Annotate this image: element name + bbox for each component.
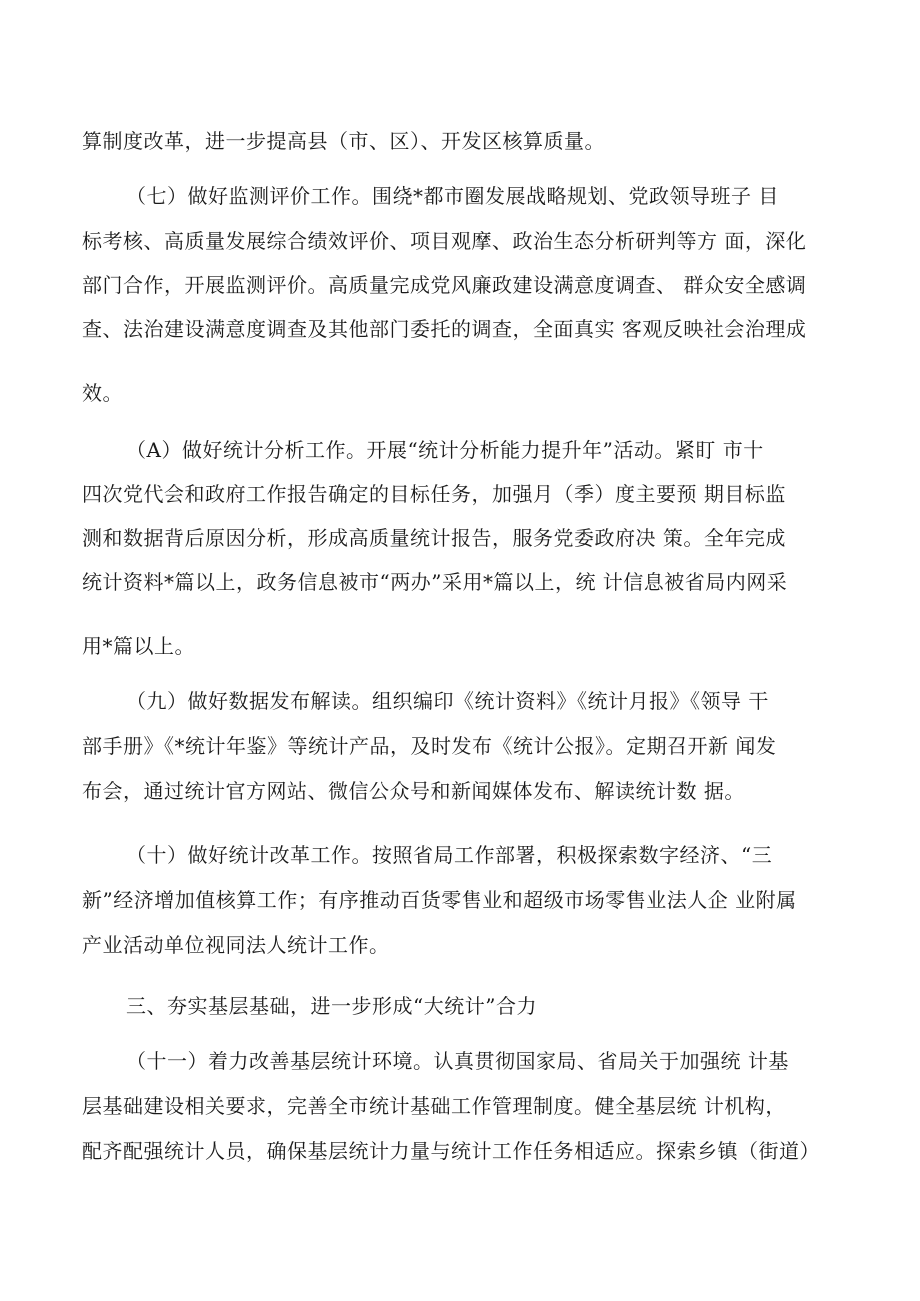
text-line: 查、法治建设满意度调查及其他部门委托的调查，全面真实 客观反映社会治理成: [82, 317, 807, 341]
text-line: （十一）着力改善基层统计环境。认真贯彻国家局、省局关于加强统 计基: [126, 1049, 789, 1073]
text-line: 用*篇以上。: [82, 634, 195, 658]
text-line: 产业活动单位视同法人统计工作。: [82, 933, 390, 957]
text-line: 四次党代会和政府工作报告确定的目标任务，加强月（季）度主要预 期目标监: [82, 482, 786, 506]
text-line: 统计资料*篇以上，政务信息被市“两办”采用*篇以上，统 计信息被省局内网采: [82, 570, 788, 594]
text-line: （A）做好统计分析工作。开展“统计分析能力提升年”活动。紧盯 市十: [126, 438, 764, 462]
text-line: 配齐配强统计人员，确保基层统计力量与统计工作任务相适应。探索乡镇（街道）: [82, 1139, 820, 1163]
text-line: 层基础建设相关要求，完善全市统计基础工作管理制度。健全基层统 计机构，: [82, 1094, 786, 1118]
text-line: 算制度改革，进一步提高县（市、区）、开发区核算质量。: [82, 129, 605, 153]
text-line: （十）做好统计改革工作。按照省局工作部署，积极探索数字经济、“三: [126, 843, 773, 867]
text-line: 部手册》《*统计年鉴》等统计产品，及时发布《统计公报》。定期召开新 闻发: [82, 734, 777, 758]
text-line: （九）做好数据发布解读。组织编印《统计资料》《统计月报》《领导 干: [126, 689, 769, 713]
text-line: 布会，通过统计官方网站、微信公众号和新闻媒体发布、解读统计数 据。: [82, 779, 745, 803]
text-line: 部门合作，开展监测评价。高质量完成党风廉政建设满意度调查、 群众安全感调: [82, 273, 807, 297]
text-line: 效。: [82, 381, 123, 405]
text-line: 测和数据背后原因分析，形成高质量统计报告，服务党委政府决 策。全年完成: [82, 526, 786, 550]
text-line: 标考核、高质量发展综合绩效评价、项目观摩、政治生态分析研判等方 面，深化: [82, 229, 807, 253]
section-heading: 三、夯实基层基础，进一步形成“大统计”合力: [126, 994, 537, 1018]
text-line: 新”经济增加值核算工作；有序推动百货零售业和超级市场零售业法人企 业附属: [82, 888, 797, 912]
text-line: （七）做好监测评价工作。围绕*都市圈发展战略规划、党政领导班子 目: [126, 184, 779, 208]
